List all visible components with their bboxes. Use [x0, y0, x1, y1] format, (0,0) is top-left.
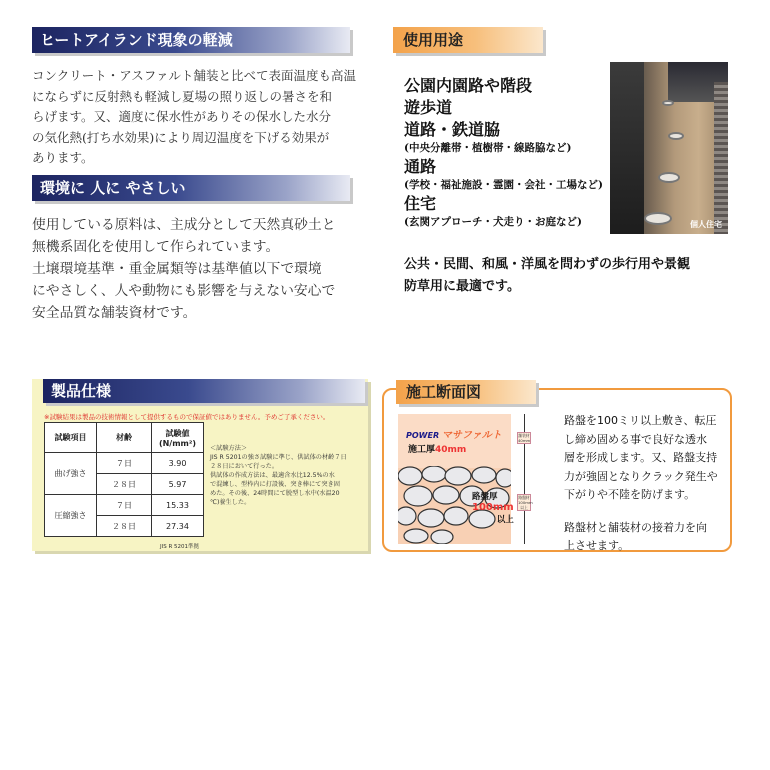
text-line: にやさしく、人や動物にも影響を与えない安心で — [32, 283, 336, 299]
brand-power: POWER — [406, 431, 440, 440]
base-thickness — [472, 490, 514, 525]
base-suffix: 以上 — [496, 515, 514, 525]
usage-item — [404, 193, 614, 230]
spec-header — [43, 379, 365, 403]
tag-text: 40mm — [518, 438, 531, 443]
eco-text — [32, 214, 362, 324]
spec-warning: ※試験結果は製品の技術情報として提供するもので保証値ではありません。予めご了承ください。 — [44, 413, 330, 421]
cell-age: ２８日 — [97, 474, 152, 495]
usage-title: 使用用途 — [403, 31, 464, 49]
header-item: 試験項目 — [45, 423, 97, 453]
text-line: めた。その後、24時間にて脱型し水中(水温20 — [210, 490, 340, 497]
heat-island-text — [32, 66, 362, 169]
text-line: 下がりや不陸を防げます。 — [564, 488, 696, 501]
header-value — [152, 423, 204, 453]
table-row — [45, 423, 204, 453]
spec-standard: JIS R 5201準拠 — [160, 544, 200, 550]
usage-list — [404, 75, 614, 230]
dimension-tag-bottom — [517, 494, 531, 511]
usage-item-main: 住宅 — [404, 194, 437, 213]
stepping-disc — [644, 212, 672, 225]
text-line: 土壌環境基準・重金属類等は基準値以下で環境 — [32, 261, 322, 277]
cross-section-text — [564, 412, 724, 556]
surface-label: 施工厚 — [408, 445, 436, 455]
usage-item-sub: (学校・福祉施設・霊園・会社・工場など) — [404, 179, 603, 191]
header-value-l2: (N/mm²) — [158, 438, 197, 448]
photo-caption: 個人住宅 — [690, 220, 722, 229]
text-line: らげます。又、適度に保水性がありその保水した水分 — [32, 109, 332, 124]
text-line: ２８日において行った。 — [210, 463, 279, 470]
cell-age: ７日 — [97, 453, 152, 474]
text-line: 公共・民間、和風・洋風を問わずの歩行用や景観 — [404, 257, 691, 272]
cell-value: 27.34 — [152, 516, 204, 537]
header-age: 材齢 — [97, 423, 152, 453]
cell-value: 15.33 — [152, 495, 204, 516]
usage-item — [404, 97, 614, 119]
text-line: 使用している原料は、主成分として天然真砂土と — [32, 217, 336, 233]
text-line: 上させます。 — [564, 539, 630, 552]
text-line: 層を形成します。又、路盤支持 — [564, 451, 718, 464]
table-row — [45, 453, 204, 474]
tag-text: 以上 — [520, 505, 528, 510]
brand-logo — [406, 426, 502, 441]
text-line: し締め固める事で良好な透水 — [564, 432, 707, 446]
heat-island-title: ヒートアイランド現象の軽減 — [40, 31, 233, 49]
surface-thickness — [408, 442, 466, 455]
eco-title: 環境に 人に やさしい — [40, 179, 186, 197]
usage-item-main: 遊歩道 — [404, 98, 453, 117]
stepping-disc — [662, 100, 674, 106]
photo-wall — [610, 62, 644, 234]
usage-item-sub: (中央分離帯・植樹帯・線路脇など) — [404, 142, 572, 154]
tag-text: 路盤材 — [518, 495, 530, 500]
surface-layer — [398, 414, 511, 468]
usage-item-main: 道路・鉄道脇 — [404, 120, 501, 139]
cell-item: 圧縮強さ — [45, 495, 97, 537]
text-line: ℃)養生した。 — [210, 499, 251, 506]
test-method-note — [210, 444, 362, 507]
header-value-l1: 試験値 — [165, 428, 190, 438]
stepping-disc — [668, 132, 684, 140]
base-value: 100mm — [472, 502, 514, 513]
usage-header — [393, 27, 543, 53]
text-line: にならずに反射熱も軽減し夏場の照り返しの暑さを和 — [32, 88, 333, 104]
heat-island-header — [32, 27, 350, 53]
tag-text: 100mm — [518, 500, 533, 505]
text-line: 無機系固化を使用して作られています。 — [32, 239, 280, 255]
eco-header — [32, 175, 350, 201]
cell-item: 曲げ強さ — [45, 453, 97, 495]
spec-title: 製品仕様 — [51, 382, 112, 400]
cross-section-header — [396, 380, 536, 404]
text-line: 路盤材と舗装材の接着力を向 — [564, 520, 707, 534]
surface-value: 40mm — [435, 445, 467, 455]
usage-item-main: 公園内園路や階段 — [404, 76, 533, 95]
cell-age: ７日 — [97, 495, 152, 516]
text-line: コンクリート・アスファルト舗装と比べて表面温度も高温 — [32, 68, 357, 83]
text-line: あります。 — [32, 150, 94, 165]
usage-item — [404, 75, 614, 97]
walkway-photo — [610, 62, 728, 234]
table-row — [45, 495, 204, 516]
brand-name: マサファルト — [441, 430, 502, 441]
text-line: JIS R 5201の強さ試験に準じ、供試体の材齢７日 — [210, 454, 347, 461]
base-label: 路盤厚 — [472, 492, 498, 502]
dimension-tag-top — [517, 432, 531, 444]
cross-section-title: 施工断面図 — [406, 383, 482, 401]
text-line: 供試体の作成方法は、最適含水比12.5%の水 — [210, 472, 335, 479]
usage-item-sub: (玄関アプローチ・犬走り・お庭など) — [404, 216, 582, 228]
cell-value: 3.90 — [152, 453, 204, 474]
text-line: 防草用に最適です。 — [404, 279, 520, 294]
text-line: ＜試験方法＞ — [210, 445, 248, 452]
stepping-disc — [658, 172, 680, 183]
cell-value: 5.97 — [152, 474, 204, 495]
usage-item — [404, 156, 614, 193]
text-line: 力が強固となりクラック発生や — [564, 469, 718, 483]
photo-fence — [714, 82, 728, 234]
usage-item-main: 通路 — [404, 157, 437, 176]
cell-age: ２８日 — [97, 516, 152, 537]
text-line: で混練し、型枠内に打設後、突き棒にて突き固 — [210, 481, 340, 488]
usage-note — [404, 254, 744, 298]
text-line: 安全品質な舗装資材です。 — [32, 305, 197, 321]
usage-item — [404, 119, 614, 156]
text-line: の気化熱(打ち水効果)により周辺温度を下げる効果が — [32, 129, 330, 145]
tag-text: 舗装材 — [518, 433, 530, 438]
text-line: 路盤を100ミリ以上敷き、転圧 — [564, 414, 717, 427]
spec-table — [44, 422, 204, 537]
